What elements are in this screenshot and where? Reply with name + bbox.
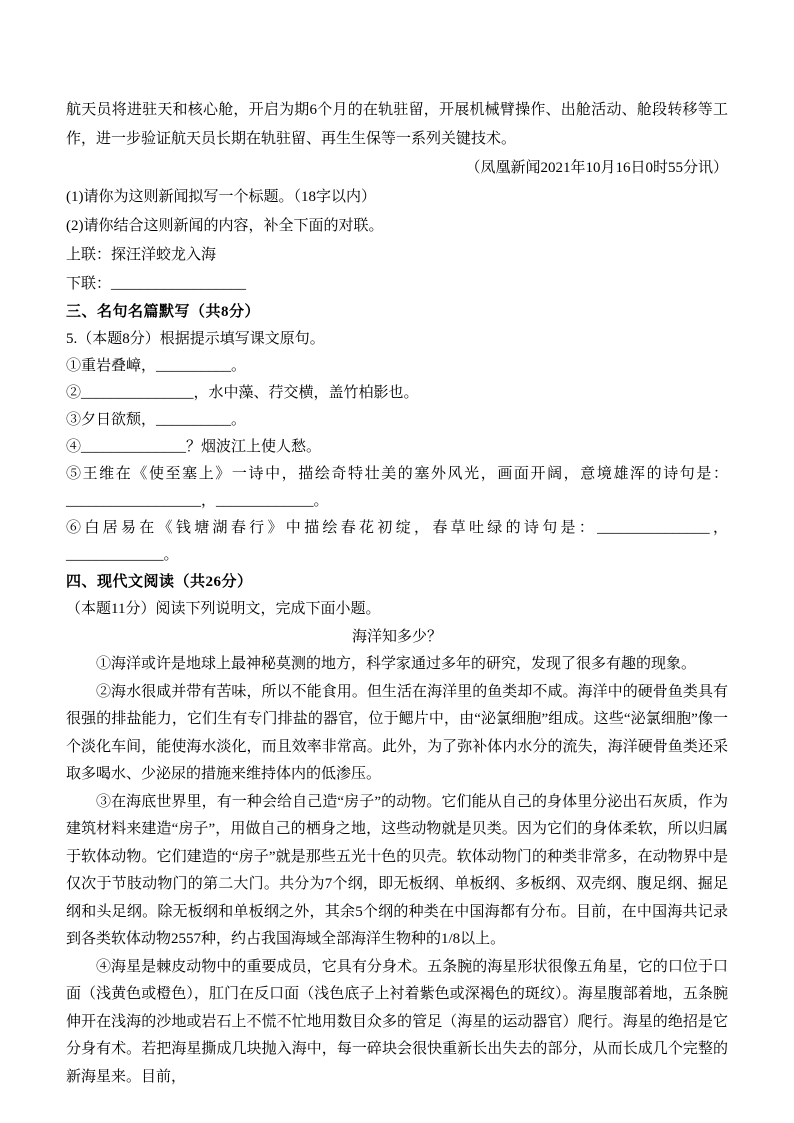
news-question-1: (1)请你为这则新闻拟写一个标题。（18字以内） <box>66 189 376 205</box>
passage-paragraph-2: ②海水很咸并带有苦味，所以不能食用。但生活在海洋里的鱼类却不咸。海洋中的硬骨鱼类具有很强的排盐能力，它们生有专门排盐的器官，位于鳃片中，由“泌氯细胞”组成。这些“泌氯细胞”像一个淡化车间，能使海水淡化，而且效率非常高。此外，为了弥补体内水分的流失，海洋硬骨鱼类还采取多喝水、少泌尿的措施来维持体内的低渗压。 <box>66 683 728 782</box>
dictation-item-1: ①重岩叠嶂，__________。 <box>66 358 247 374</box>
dictation-item-4: ④______________？烟波江上使人愁。 <box>66 439 322 455</box>
section-3-heading: 三、名句名篇默写（共8分） <box>66 304 261 320</box>
dictation-item-2: ②_______________，水中藻、荇交横，盖竹柏影也。 <box>66 385 419 401</box>
dictation-item-6: ⑥白居易在《钱塘湖春行》中描绘春花初绽，春草吐绿的诗句是：_______________，_____________。 <box>66 520 728 563</box>
couplet-upper-line: 上联：探汪洋蛟龙入海 <box>66 247 217 263</box>
section-4-heading: 四、现代文阅读（共26分） <box>66 574 253 590</box>
passage-paragraph-3: ③在海底世界里，有一种会给自己造“房子”的动物。它们能从自己的身体里分泌出石灰质，作为建筑材料来建造“房子”，用做自己的栖身之地，这些动物就是贝类。因为它们的身体柔软，所以归属于软体动物。它们建造的“房子”就是那些五光十色的贝壳。软体动物门的种类非常多，在动物界中是仅次于节肢动物门的第二大门。共分为7个纲，即无板纲、单板纲、多板纲、双壳纲、腹足纲、掘足纲和头足纲。除无板纲和单板纲之外，其余5个纲的种类在中国海都有分布。目前，在中国海共记录到各类软体动物2557种，约占我国海域全部海洋生物种的1/8以上。 <box>66 793 728 947</box>
passage-paragraph-1: ①海洋或许是地球上最神秘莫测的地方，科学家通过多年的研究，发现了很多有趣的现象。 <box>96 656 697 672</box>
reading-intro: （本题11分）阅读下列说明文，完成下面小题。 <box>66 601 381 617</box>
news-question-2: (2)请你结合这则新闻的内容，补全下面的对联。 <box>66 218 384 234</box>
question-5-intro: 5.（本题8分）根据提示填写课文原句。 <box>66 331 325 347</box>
passage-title: 海洋知多少？ <box>351 629 442 645</box>
passage-paragraph-4: ④海星是棘皮动物中的重要成员，它具有分身术。五条腕的海星形状很像五角星，它的口位于口面（浅黄色或橙色），肛门在反口面（浅色底子上衬着紫色或深褐色的斑纹）。海星腹部着地，五条腕伸开在浅海的沙地或岩石上不慌不忙地用数目众多的管足（海星的运动器官）爬行。海星的绝招是它分身有术。若把海星撕成几块抛入海中，每一碎块会很快重新长出失去的部分，从而长成几个完整的新海星来。目前， <box>66 958 728 1085</box>
news-article-body: 航天员将进驻天和核心舱，开启为期6个月的在轨驻留，开展机械臂操作、出舱活动、舱段转移等工作，进一步验证航天员长期在轨驻留、再生生保等一系列关键技术。 <box>66 102 728 147</box>
couplet-lower-blank-line: 下联：__________________ <box>66 276 247 292</box>
news-source-attribution: （凤凰新闻2021年10月16日0时55分讯） <box>465 160 728 176</box>
dictation-item-3: ③夕日欲颓，__________。 <box>66 412 247 428</box>
dictation-item-5: ⑤王维在《使至塞上》一诗中，描绘奇特壮美的塞外风光，画面开阔，意境雄浑的诗句是：__________________，_____________。 <box>66 466 728 509</box>
